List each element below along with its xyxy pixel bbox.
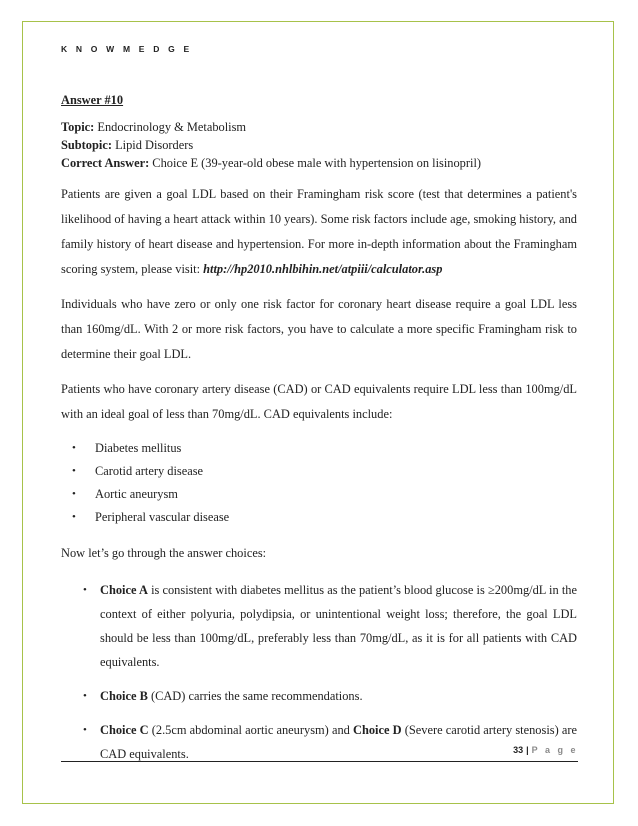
- choice-d-label: Choice D: [353, 723, 402, 737]
- risk-factor-paragraph: Individuals who have zero or only one risk factor for coronary heart disease require a goal LDL less than 160mg/dL. With 2 or more risk factors, you have to calculate a more specific Framingham risk to determine their goal LDL.: [61, 297, 577, 361]
- bullet-icon: •: [72, 488, 76, 500]
- subtopic-line: [61, 136, 577, 154]
- choice-c-text: (2.5cm abdominal aortic aneurysm) and: [148, 723, 353, 737]
- correct-answer-line: [61, 154, 577, 172]
- bullet-icon: •: [72, 511, 76, 523]
- framingham-paragraph: [61, 182, 577, 282]
- choice-b-text: (CAD) carries the same recommendations.: [147, 689, 363, 703]
- correct-answer-label: Correct Answer:: [61, 156, 150, 170]
- bullet-icon: •: [83, 690, 87, 702]
- choice-b-item: [61, 684, 577, 708]
- choice-a-item: [61, 578, 577, 674]
- bullet-icon: •: [83, 584, 87, 596]
- list-item-text: Carotid artery disease: [95, 464, 204, 478]
- answer-choices-list: [61, 578, 577, 766]
- choice-b-label: Choice B: [100, 689, 148, 703]
- choice-d-text: (Severe carotid artery stenosis) are CAD equivalents.: [100, 723, 578, 761]
- choice-cd-item: [61, 718, 577, 766]
- answer-choices-intro: Now let’s go through the answer choices:: [61, 546, 267, 560]
- bullet-icon: •: [72, 465, 76, 477]
- subtopic-value: Lipid Disorders: [111, 138, 194, 152]
- cad-paragraph: Patients who have coronary artery disease (CAD) or CAD equivalents require LDL less than 100mg/dL with an ideal goal of less than 70mg/dL. CAD equivalents include:: [61, 382, 577, 421]
- list-item-text: Diabetes mellitus: [95, 441, 182, 455]
- topic-label: Topic:: [61, 120, 95, 134]
- page-number: [513, 745, 578, 755]
- bullet-icon: •: [72, 442, 76, 454]
- choice-a-text: is consistent with diabetes mellitus as the patient’s blood glucose is ≥200mg/dL in the context of either polyuria, polydipsia, or unintentional weight loss; therefore, the goal LDL should be less than 100mg/dL, preferably less than 70mg/dL, as it is for all patients with CAD equivalents.: [100, 583, 577, 669]
- page-number-value: 33: [513, 745, 524, 755]
- topic-value: Endocrinology & Metabolism: [94, 120, 247, 134]
- choice-c-label: Choice C: [100, 723, 149, 737]
- brand-header: K N O W M E D G E: [61, 44, 193, 54]
- list-item: [61, 437, 577, 460]
- list-item: [61, 483, 577, 506]
- choice-a-label: Choice A: [100, 583, 148, 597]
- correct-answer-value: Choice E (39-year-old obese male with hypertension on lisinopril): [149, 156, 482, 170]
- list-item-text: Peripheral vascular disease: [95, 510, 230, 524]
- calculator-link[interactable]: http://hp2010.nhlbihin.net/atpiii/calculator.asp: [203, 262, 443, 276]
- cad-equivalents-list: [61, 437, 577, 529]
- topic-line: [61, 118, 577, 136]
- list-item: [61, 460, 577, 483]
- bullet-icon: •: [83, 724, 87, 736]
- page-word: P a g e: [531, 745, 578, 755]
- list-item-text: Aortic aneurysm: [95, 487, 178, 501]
- subtopic-label: Subtopic:: [61, 138, 112, 152]
- page-separator: |: [526, 745, 529, 755]
- document-body: [61, 92, 577, 776]
- answer-title: Answer #10: [61, 93, 124, 107]
- framingham-text: Patients are given a goal LDL based on their Framingham risk score (test that determines a patient's likelihood of having a heart attack within 10 years). Some risk factors include age, smoking history, and family history of heart disease and hypertension. For more in-depth information about the Framingham scoring system, please visit:: [61, 187, 577, 276]
- list-item: [61, 506, 577, 529]
- footer-divider: [61, 761, 578, 762]
